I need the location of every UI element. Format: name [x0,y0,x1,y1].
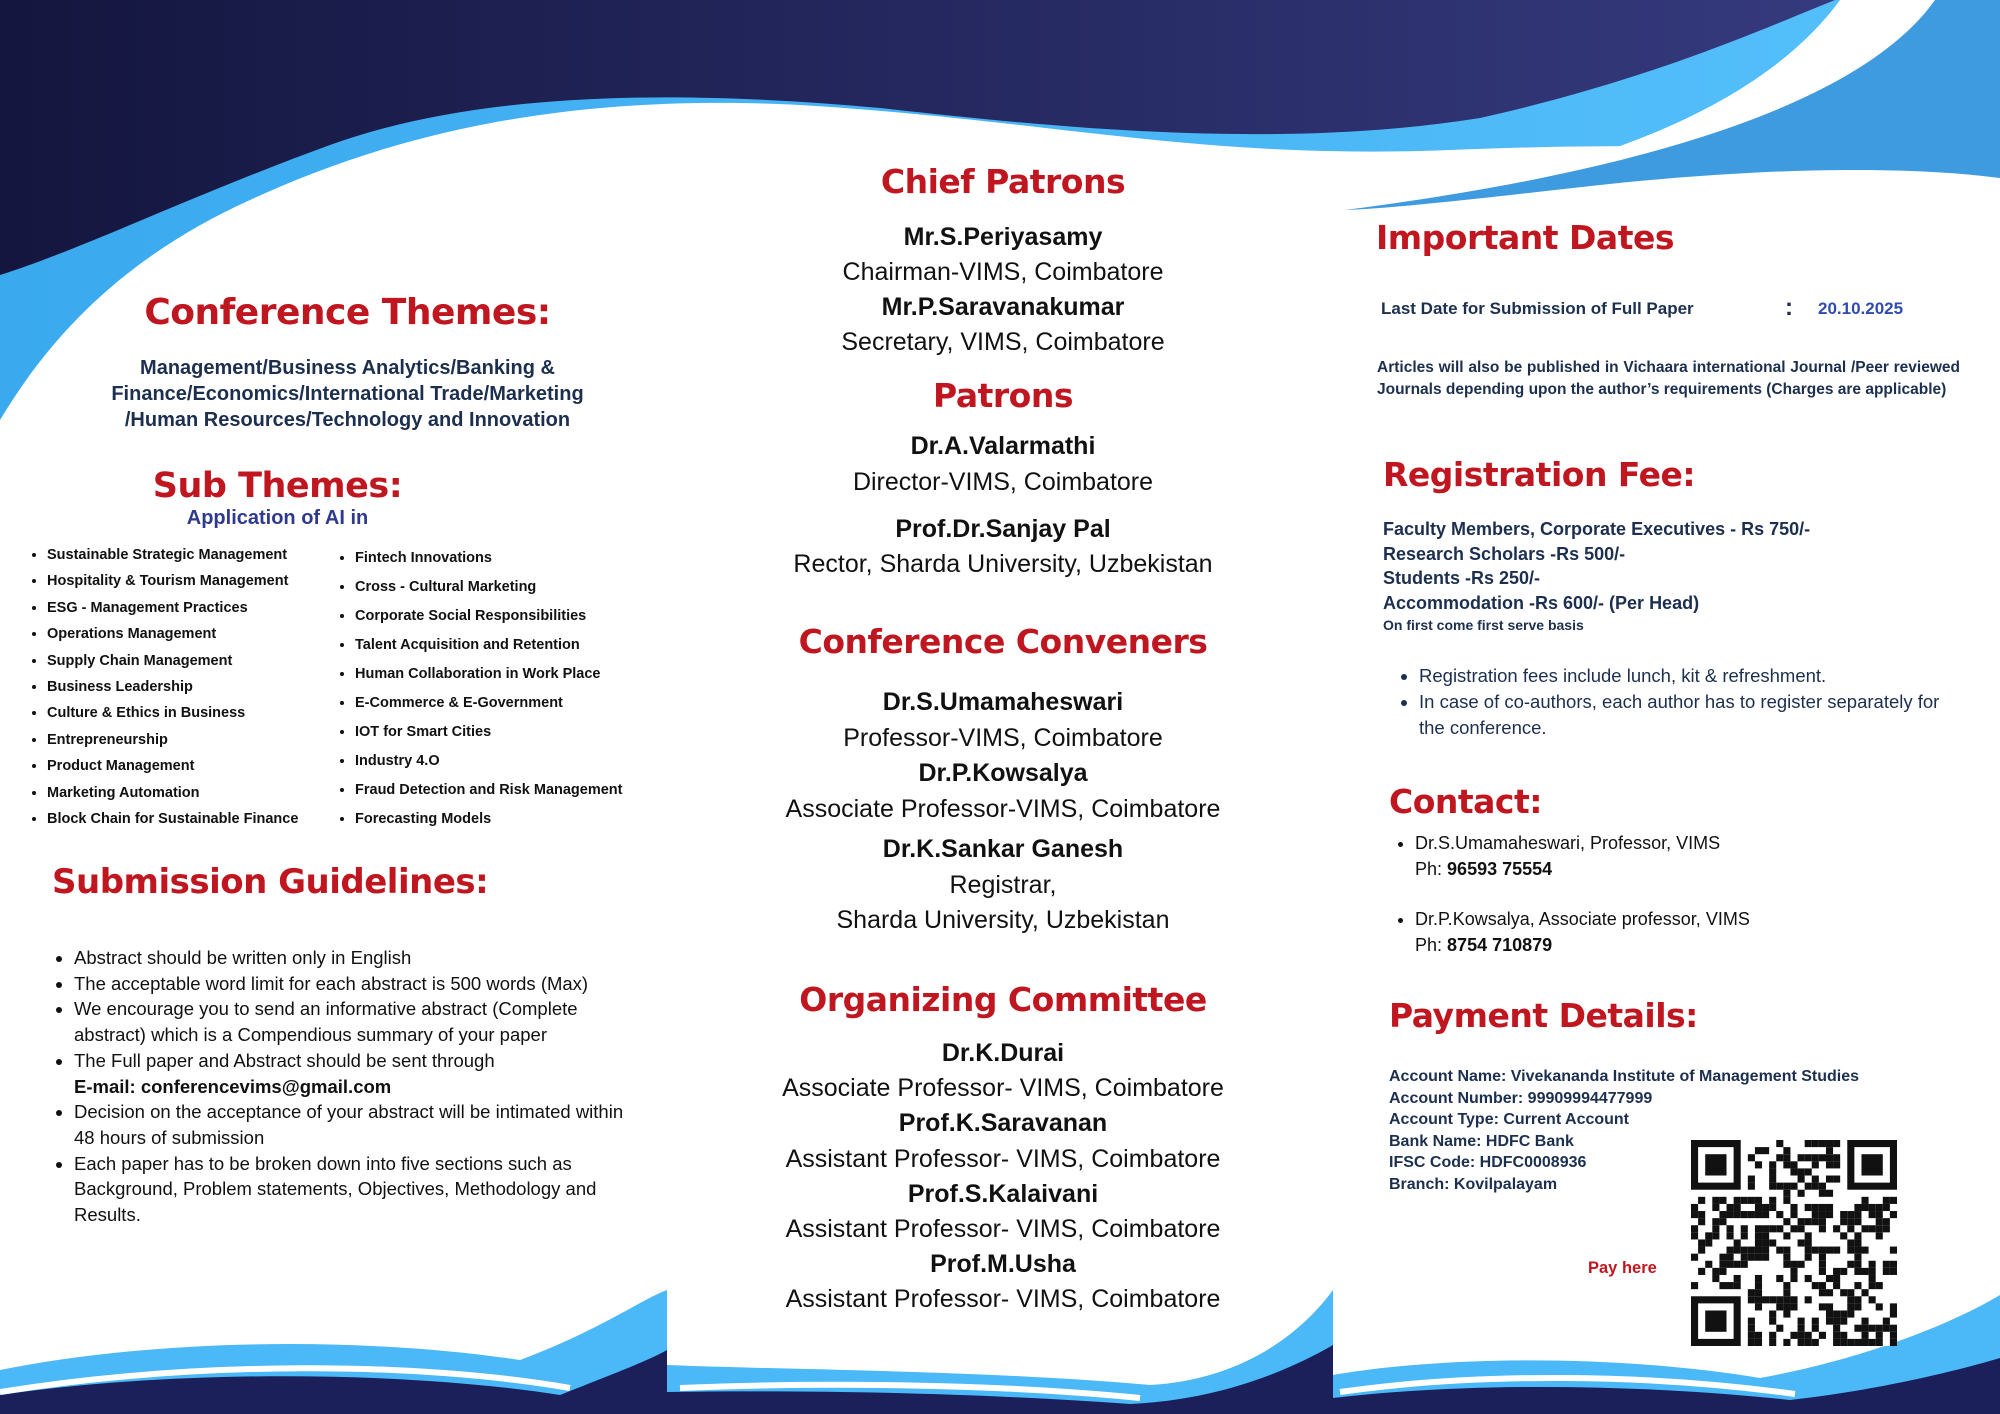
chief-patron-name: Mr.P.Saravanakumar [881,293,1125,321]
account-number: Account Number: 99909994477999 [1389,1089,1653,1107]
committee-member-role: Assistant Professor- VIMS, Coimbatore [785,1215,1221,1243]
list-item: • Registration fees include lunch, kit & refreshment. [1419,663,1959,689]
list-item: • Cross - Cultural Marketing [355,576,665,605]
list-item: • Supply Chain Management [47,650,332,676]
list-item: • Sustainable Strategic Management [47,544,332,570]
list-item: • ESG - Management Practices [47,597,332,623]
fee-line: Students -Rs 250/- [1383,568,1541,589]
submission-guidelines-title: Submission Guidelines: [52,862,489,902]
bank-name: Bank Name: HDFC Bank [1389,1132,1574,1150]
convener-name: Dr.S.Umamaheswari [882,688,1124,716]
fee-line: Research Scholars -Rs 500/- [1383,543,1626,564]
list-item: • Operations Management [47,623,332,649]
registration-fee-title: Registration Fee: [1383,455,1696,494]
convener-role: Registrar, [949,871,1057,899]
chief-patron-role: Secretary, VIMS, Coimbatore [841,328,1165,356]
list-item: • Industry 4.O [355,750,665,779]
contact-item [1415,906,1935,958]
list-item: • Talent Acquisition and Retention [355,634,665,663]
phone-number[interactable]: 96593 75554 [1447,859,1553,879]
list-item: • Entrepreneurship [47,729,332,755]
chief-patrons-title: Chief Patrons [880,162,1126,201]
convener-name: Dr.P.Kowsalya [918,759,1088,787]
fee-line: Accommodation -Rs 600/- (Per Head) [1383,592,1700,613]
list-item: • Abstract should be written only in English [74,945,634,971]
chief-patron-role: Chairman-VIMS, Coimbatore [842,258,1164,286]
conference-conveners-title: Conference Conveners [798,622,1208,661]
patron-name: Dr.A.Valarmathi [910,432,1096,460]
list-item: • Hospitality & Tourism Management [47,570,332,596]
themes-line: /Human Resources/Technology and Innovation [124,409,571,431]
date-separator: : [1785,294,1793,321]
list-item: • Business Leadership [47,676,332,702]
fee-line: Faculty Members, Corporate Executives - Rs 750/- [1383,519,1811,539]
pay-here-label: Pay here [1588,1259,1657,1277]
ifsc-code: IFSC Code: HDFC0008936 [1389,1154,1587,1171]
convener-role: Sharda University, Uzbekistan [836,906,1170,934]
list-item: • The acceptable word limit for each abstract is 500 words (Max) [74,971,634,997]
committee-member-name: Prof.S.Kalaivani [907,1180,1099,1208]
committee-member-name: Prof.M.Usha [930,1250,1076,1278]
committee-member-role: Assistant Professor- VIMS, Coimbatore [785,1285,1221,1313]
branch: Branch: Kovilpalayam [1389,1175,1558,1193]
chief-patron-name: Mr.S.Periyasamy [903,223,1103,251]
list-item: • Marketing Automation [47,782,332,808]
qr-code-icon[interactable] [1691,1140,1897,1346]
list-item: • Block Chain for Sustainable Finance [47,808,332,834]
email-address[interactable]: E-mail: conferencevims@gmail.com [74,1075,392,1097]
list-item: • Decision on the acceptance of your abstract will be intimated within 48 hours of submission [74,1099,634,1150]
list-item: • Product Management [47,755,332,781]
conference-themes-title: Conference Themes: [144,292,551,333]
patrons-title: Patrons [933,376,1073,415]
important-dates-title: Important Dates [1376,218,1674,257]
committee-member-role: Associate Professor- VIMS, Coimbatore [782,1074,1224,1102]
date-label: Last Date for Submission of Full Paper [1381,299,1694,318]
committee-member-name: Prof.K.Saravanan [898,1109,1108,1137]
phone-label: Ph: [1415,935,1443,955]
account-name: Account Name: Vivekananda Institute of Management Studies [1389,1068,1860,1085]
contact-list [1415,906,1935,958]
convener-role: Professor-VIMS, Coimbatore [843,724,1163,752]
date-value: 20.10.2025 [1818,299,1904,318]
account-type: Account Type: Current Account [1389,1111,1630,1128]
list-item: • Human Collaboration in Work Place [355,663,665,692]
list-item: • Forecasting Models [355,808,665,837]
phone-label: Ph: [1415,859,1443,879]
list-item: • Fraud Detection and Risk Management [355,779,665,808]
patron-name: Prof.Dr.Sanjay Pal [895,515,1111,543]
convener-name: Dr.K.Sankar Ganesh [882,835,1124,863]
contact-list [1415,830,1935,882]
list-item: • Fintech Innovations [355,547,665,576]
list-item: • Culture & Ethics in Business [47,702,332,728]
list-item: • E-Commerce & E-Government [355,692,665,721]
guideline-text: The Full paper and Abstract should be sent through [74,1049,495,1071]
list-item: • Corporate Social Responsibilities [355,605,665,634]
organizing-committee-title: Organizing Committee [799,980,1207,1019]
committee-member-role: Assistant Professor- VIMS, Coimbatore [785,1145,1221,1173]
phone-line [1415,932,1935,958]
list-item: • We encourage you to send an informative abstract (Complete abstract) which is a Compendious summary of your paper [74,996,634,1047]
contact-title: Contact: [1389,782,1542,821]
sub-themes-intro: Application of AI in [186,507,369,529]
themes-line: Finance/Economics/International Trade/Marketing [111,383,584,405]
fee-notes-list [1419,663,1959,741]
patron-role: Rector, Sharda University, Uzbekistan [793,550,1213,578]
convener-role: Associate Professor-VIMS, Coimbatore [785,795,1221,823]
contact-item [1415,830,1935,882]
registration-fee-list [1383,517,1943,635]
payment-details-title: Payment Details: [1389,996,1698,1035]
sub-themes-title: Sub Themes: [152,466,403,506]
list-item: • Each paper has to be broken down into five sections such as Background, Problem statements, Objectives, Methodology and Results. [74,1151,634,1228]
contact-name: Dr.P.Kowsalya, Associate professor, VIMS [1415,909,1750,929]
phone-line [1415,856,1935,882]
fee-basis: On first come first serve basis [1383,617,1584,634]
list-item: • IOT for Smart Cities [355,721,665,750]
committee-member-name: Dr.K.Durai [941,1039,1065,1067]
contact-name: Dr.S.Umamaheswari, Professor, VIMS [1415,833,1721,853]
phone-number[interactable]: 8754 710879 [1447,935,1553,955]
list-item: • In case of co-authors, each author has to register separately for the conference. [1419,689,1959,741]
themes-line: Management/Business Analytics/Banking & [140,357,555,379]
articles-note: Articles will also be published in Vichaara international Journal /Peer reviewed Journals depending upon the author’s requirements (Charges are applicable) [1377,359,1960,398]
patron-role: Director-VIMS, Coimbatore [852,468,1154,496]
